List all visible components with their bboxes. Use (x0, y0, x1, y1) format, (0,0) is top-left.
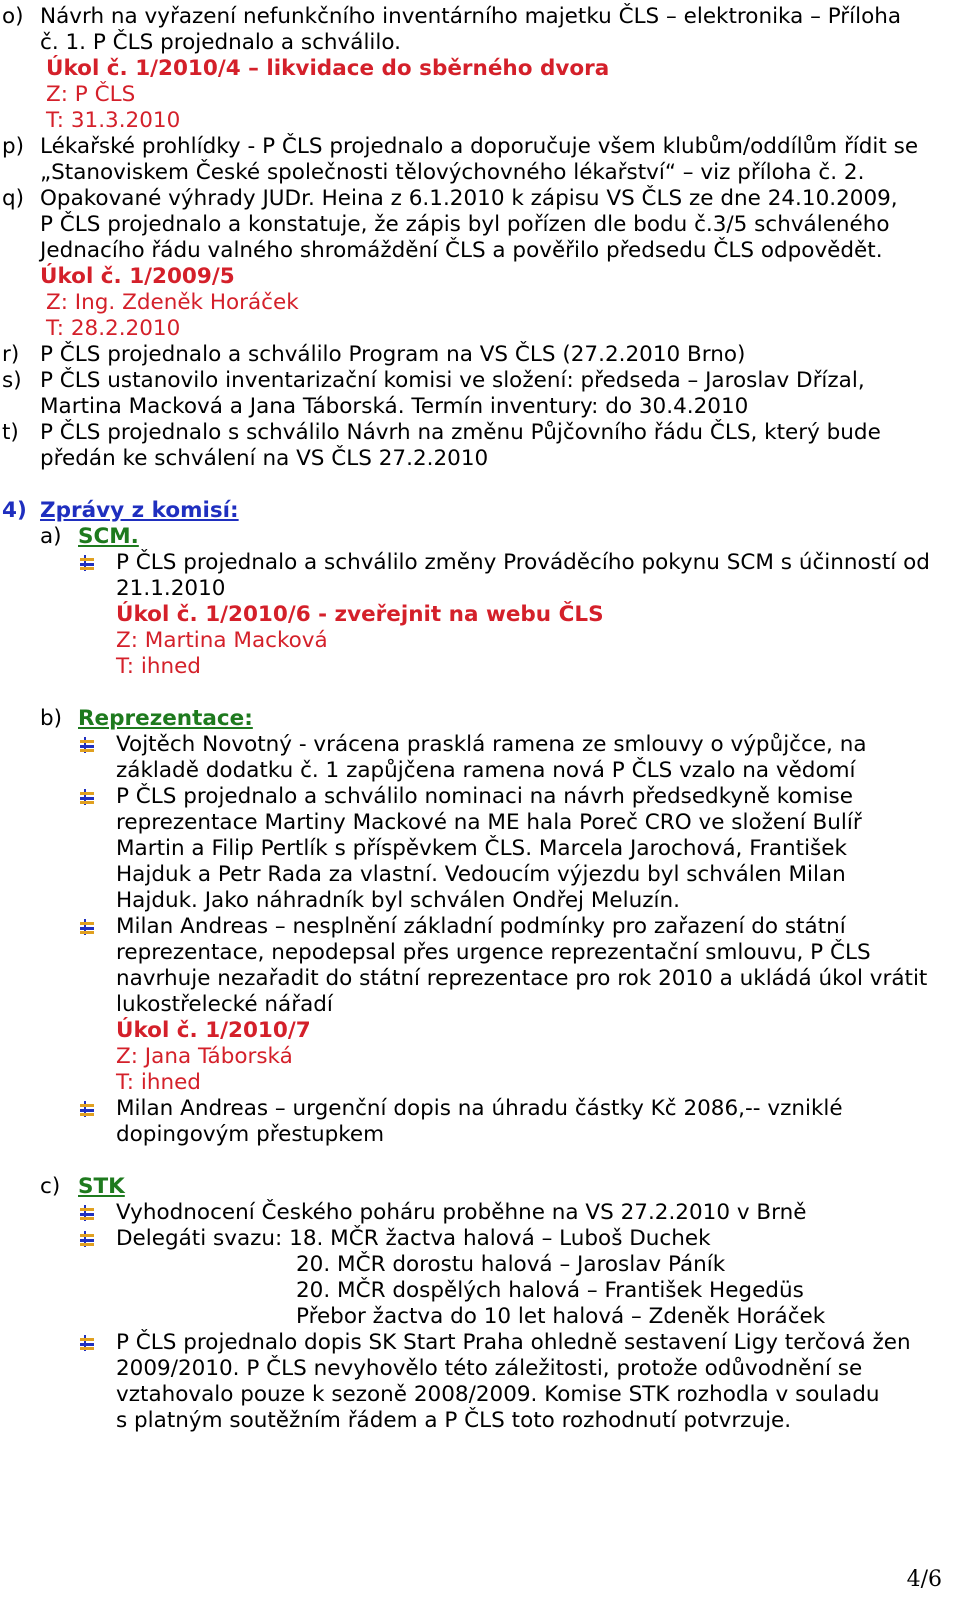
stacked-bars-bullet-icon (80, 737, 94, 755)
item-q-line1: Opakované výhrady JUDr. Heina z 6.1.2010 k zápisu VS ČLS ze dne 24.10.2009, (40, 186, 898, 211)
stk-bullet3-line2: 2009/2010. P ČLS nevyhovělo této záležitosti, protože odůvodnění se (116, 1356, 863, 1381)
item-q-line2: P ČLS projednalo a konstatuje, že zápis byl pořízen dle bodu č.3/5 schváleného (40, 212, 890, 237)
rep-bullet4-line2: dopingovým přestupkem (116, 1122, 385, 1147)
rep-bullet3-line1: Milan Andreas – nesplnění základní podmínky pro zařazení do státní (116, 914, 846, 939)
item-s-line2: Martina Macková a Jana Táborská. Termín inventury: do 30.4.2010 (40, 394, 749, 419)
section-title: Zprávy z komisí: (40, 498, 239, 523)
rep-bullet2-line2: reprezentace Martiny Mackové na ME hala Poreč CRO ve složení Bulíř (116, 810, 862, 835)
stacked-bars-bullet-icon (80, 555, 94, 573)
rep-bullet3-line4: lukostřelecké nářadí (116, 992, 333, 1017)
stk-bullet2-line2: 20. MČR dorostu halová – Jaroslav Páník (296, 1252, 726, 1277)
stacked-bars-bullet-icon (80, 1101, 94, 1119)
rep-bullet3-line2: reprezentace, nepodepsal přes urgence reprezentační smlouvu, P ČLS (116, 940, 871, 965)
task-q-z: Z: Ing. Zdeněk Horáček (46, 290, 299, 315)
item-letter-p: p) (2, 134, 25, 159)
rep-bullet2-line4: Hajduk a Petr Rada za vlastní. Vedoucím výjezdu byl schválen Milan (116, 862, 846, 887)
rep-bullet2-line5: Hajduk. Jako náhradník byl schválen Ondřej Meluzín. (116, 888, 680, 913)
rep-bullet2-line3: Martin a Filip Pertlík s příspěvkem ČLS. Marcela Jarochová, František (116, 836, 847, 861)
item-letter-o: o) (2, 4, 24, 29)
page-number: 4/6 (906, 1567, 942, 1592)
sub-letter-a: a) (40, 524, 62, 549)
stk-bullet3-line4: s platným soutěžním řádem a P ČLS toto rozhodnutí potvrzuje. (116, 1408, 792, 1433)
stacked-bars-bullet-icon (80, 1231, 94, 1249)
item-letter-t: t) (2, 420, 19, 445)
item-o-text1: Návrh na vyřazení nefunkčního inventárního majetku ČLS – elektronika – Příloha (40, 4, 902, 29)
section-number: 4) (2, 498, 27, 523)
task-scm-t: T: ihned (116, 654, 201, 679)
item-letter-q: q) (2, 186, 25, 211)
scm-title: SCM. (78, 524, 139, 549)
sub-letter-b: b) (40, 706, 63, 731)
stacked-bars-bullet-icon (80, 919, 94, 937)
item-r-line1: P ČLS projednalo a schválilo Program na VS ČLS (27.2.2010 Brno) (40, 342, 746, 367)
rep-bullet1-line2: základě dodatku č. 1 zapůjčena ramena nová P ČLS vzalo na vědomí (116, 758, 856, 783)
item-p-line1: Lékařské prohlídky - P ČLS projednalo a doporučuje všem klubům/oddílům řídit se (40, 134, 919, 159)
task-o-z: Z: P ČLS (46, 82, 136, 107)
stk-bullet3-line3: vztahovalo pouze k sezoně 2008/2009. Komise STK rozhodla v souladu (116, 1382, 880, 1407)
task-rep-z: Z: Jana Táborská (116, 1044, 293, 1069)
item-p-line2: „Stanoviskem České společnosti tělovýchovného lékařství“ – viz příloha č. 2. (40, 160, 865, 185)
item-o-line2: č. 1. P ČLS projednalo a schválilo. (40, 30, 401, 55)
stacked-bars-bullet-icon (80, 1205, 94, 1223)
item-o-line1 (40, 4, 930, 30)
stk-bullet2-line3: 20. MČR dospělých halová – František Hegedüs (296, 1278, 804, 1303)
task-scm: Úkol č. 1/2010/6 - zveřejnit na webu ČLS (116, 602, 604, 627)
stk-bullet3-line1: P ČLS projednalo dopis SK Start Praha ohledně sestavení Ligy terčová žen (116, 1330, 911, 1355)
task-q: Úkol č. 1/2009/5 (40, 264, 235, 289)
rep-bullet2-line1: P ČLS projednalo a schválilo nominaci na návrh předsedkyně komise (116, 784, 853, 809)
stk-bullet2-line4: Přebor žactva do 10 let halová – Zdeněk Horáček (296, 1304, 826, 1329)
stk-bullet2-line1: Delegáti svazu: 18. MČR žactva halová – Luboš Duchek (116, 1226, 711, 1251)
rep-title: Reprezentace: (78, 706, 253, 731)
item-letter-s: s) (2, 368, 22, 393)
item-letter-r: r) (2, 342, 20, 367)
stacked-bars-bullet-icon (80, 789, 94, 807)
stacked-bars-bullet-icon (80, 1335, 94, 1353)
rep-bullet3-line3: navrhuje nezařadit do státní reprezentace pro rok 2010 a ukládá úkol vrátit (116, 966, 928, 991)
task-rep: Úkol č. 1/2010/7 (116, 1018, 311, 1043)
item-t-line1: P ČLS projednalo s schválilo Návrh na změnu Půjčovního řádu ČLS, který bude (40, 420, 881, 445)
task-rep-t: T: ihned (116, 1070, 201, 1095)
task-scm-z: Z: Martina Macková (116, 628, 328, 653)
stk-title: STK (78, 1174, 125, 1199)
task-o: Úkol č. 1/2010/4 – likvidace do sběrného dvora (46, 56, 610, 81)
rep-bullet4-line1: Milan Andreas – urgenční dopis na úhradu částky Kč 2086,-- vzniklé (116, 1096, 843, 1121)
stk-bullet1-line1: Vyhodnocení Českého poháru proběhne na VS 27.2.2010 v Brně (116, 1200, 807, 1225)
scm-bullet1-line2: 21.1.2010 (116, 576, 226, 601)
item-q-line3: Jednacího řádu valného shromáždění ČLS a pověřilo předsedu ČLS odpovědět. (40, 238, 883, 263)
item-t-line2: předán ke schválení na VS ČLS 27.2.2010 (40, 446, 489, 471)
task-o-t: T: 31.3.2010 (46, 108, 181, 133)
rep-bullet1-line1: Vojtěch Novotný - vrácena prasklá ramena ze smlouvy o výpůjčce, na (116, 732, 867, 757)
scm-bullet1-line1: P ČLS projednalo a schválilo změny Prováděcího pokynu SCM s účinností od (116, 550, 930, 575)
task-q-t: T: 28.2.2010 (46, 316, 181, 341)
sub-letter-c: c) (40, 1174, 61, 1199)
item-s-line1: P ČLS ustanovilo inventarizační komisi ve složení: předseda – Jaroslav Dřízal, (40, 368, 865, 393)
